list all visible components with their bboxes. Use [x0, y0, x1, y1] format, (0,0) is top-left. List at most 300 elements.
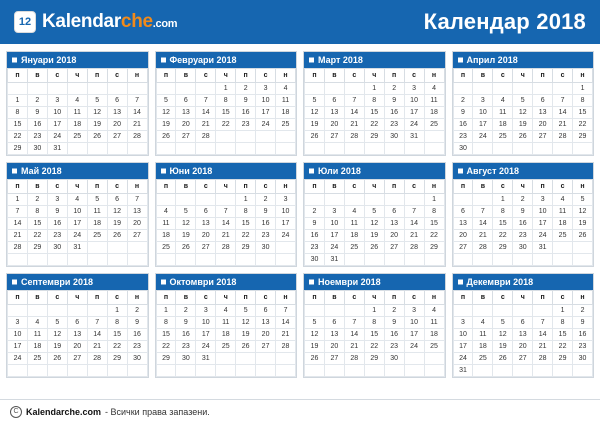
day-cell[interactable]: 6 — [324, 317, 344, 329]
day-cell[interactable]: 25 — [67, 131, 87, 143]
weekend-day-cell[interactable]: 16 — [256, 218, 276, 230]
day-cell[interactable]: 15 — [8, 119, 28, 131]
weekend-day-cell[interactable]: 24 — [404, 341, 424, 353]
day-cell[interactable]: 3 — [533, 194, 553, 206]
day-cell[interactable]: 13 — [453, 218, 473, 230]
day-cell[interactable]: 22 — [156, 341, 176, 353]
day-cell[interactable]: 1 — [364, 305, 384, 317]
weekend-day-cell[interactable]: 28 — [404, 242, 424, 254]
weekend-day-cell[interactable]: 11 — [424, 95, 444, 107]
day-cell[interactable]: 3 — [324, 206, 344, 218]
day-cell[interactable]: 15 — [364, 329, 384, 341]
weekend-day-cell[interactable]: 18 — [553, 218, 573, 230]
day-cell[interactable]: 23 — [384, 341, 404, 353]
weekend-day-cell[interactable]: 19 — [573, 218, 593, 230]
weekend-day-cell[interactable]: 25 — [276, 119, 296, 131]
day-cell[interactable]: 29 — [493, 242, 513, 254]
day-cell[interactable]: 4 — [216, 305, 236, 317]
day-cell[interactable]: 15 — [493, 218, 513, 230]
holiday-day-cell[interactable]: 26 — [493, 353, 513, 365]
weekend-day-cell[interactable]: 3 — [256, 83, 276, 95]
day-cell[interactable]: 27 — [176, 131, 196, 143]
day-cell[interactable]: 20 — [384, 230, 404, 242]
day-cell[interactable]: 29 — [8, 143, 28, 155]
day-cell[interactable]: 19 — [513, 119, 533, 131]
day-cell[interactable]: 20 — [196, 230, 216, 242]
day-cell[interactable]: 26 — [513, 131, 533, 143]
day-cell[interactable]: 23 — [236, 119, 256, 131]
day-cell[interactable]: 16 — [47, 218, 67, 230]
day-cell[interactable]: 2 — [27, 95, 47, 107]
weekend-day-cell[interactable]: 17 — [276, 218, 296, 230]
day-cell[interactable]: 17 — [473, 119, 493, 131]
day-cell[interactable]: 4 — [67, 95, 87, 107]
day-cell[interactable]: 9 — [305, 218, 325, 230]
day-cell[interactable]: 28 — [216, 242, 236, 254]
day-cell[interactable]: 6 — [324, 95, 344, 107]
weekend-day-cell[interactable]: 2 — [127, 305, 147, 317]
day-cell[interactable]: 31 — [67, 242, 87, 254]
day-cell[interactable]: 23 — [305, 242, 325, 254]
day-cell[interactable]: 11 — [67, 107, 87, 119]
day-cell[interactable]: 7 — [344, 317, 364, 329]
day-cell[interactable]: 14 — [533, 329, 553, 341]
holiday-day-cell[interactable]: 1 — [8, 95, 28, 107]
day-cell[interactable]: 9 — [27, 107, 47, 119]
weekend-day-cell[interactable]: 21 — [404, 230, 424, 242]
weekend-day-cell[interactable]: 25 — [553, 230, 573, 242]
day-cell[interactable]: 19 — [236, 329, 256, 341]
day-cell[interactable]: 14 — [216, 218, 236, 230]
day-cell[interactable]: 6 — [513, 317, 533, 329]
day-cell[interactable]: 4 — [156, 206, 176, 218]
holiday-day-cell[interactable]: 22 — [107, 341, 127, 353]
day-cell[interactable]: 29 — [364, 131, 384, 143]
day-cell[interactable]: 4 — [473, 317, 493, 329]
day-cell[interactable]: 19 — [156, 119, 176, 131]
day-cell[interactable]: 17 — [8, 341, 28, 353]
day-cell[interactable]: 30 — [27, 143, 47, 155]
day-cell[interactable]: 15 — [216, 107, 236, 119]
weekend-day-cell[interactable]: 10 — [404, 317, 424, 329]
day-cell[interactable]: 16 — [384, 107, 404, 119]
day-cell[interactable]: 11 — [156, 218, 176, 230]
day-cell[interactable]: 7 — [196, 95, 216, 107]
day-cell[interactable]: 2 — [27, 194, 47, 206]
day-cell[interactable]: 6 — [196, 206, 216, 218]
day-cell[interactable]: 10 — [324, 218, 344, 230]
day-cell[interactable]: 11 — [87, 206, 107, 218]
day-cell[interactable]: 24 — [196, 341, 216, 353]
day-cell[interactable]: 22 — [216, 119, 236, 131]
day-cell[interactable]: 13 — [176, 107, 196, 119]
day-cell[interactable]: 11 — [493, 107, 513, 119]
day-cell[interactable]: 16 — [513, 218, 533, 230]
weekend-day-cell[interactable]: 29 — [553, 353, 573, 365]
weekend-day-cell[interactable]: 8 — [107, 317, 127, 329]
day-cell[interactable]: 23 — [453, 131, 473, 143]
day-cell[interactable]: 13 — [324, 329, 344, 341]
day-cell[interactable]: 3 — [8, 317, 28, 329]
day-cell[interactable]: 27 — [324, 353, 344, 365]
day-cell[interactable]: 6 — [453, 206, 473, 218]
day-cell[interactable]: 20 — [67, 341, 87, 353]
weekend-day-cell[interactable]: 3 — [404, 305, 424, 317]
day-cell[interactable]: 12 — [156, 107, 176, 119]
day-cell[interactable]: 9 — [236, 95, 256, 107]
day-cell[interactable]: 23 — [513, 230, 533, 242]
weekend-day-cell[interactable]: 7 — [127, 95, 147, 107]
day-cell[interactable]: 30 — [305, 254, 325, 266]
day-cell[interactable]: 22 — [236, 230, 256, 242]
day-cell[interactable]: 15 — [364, 107, 384, 119]
day-cell[interactable]: 10 — [67, 206, 87, 218]
weekend-day-cell[interactable]: 27 — [127, 230, 147, 242]
day-cell[interactable]: 12 — [493, 329, 513, 341]
weekend-day-cell[interactable]: 9 — [573, 317, 593, 329]
weekend-day-cell[interactable]: 11 — [424, 317, 444, 329]
day-cell[interactable]: 16 — [176, 329, 196, 341]
weekend-day-cell[interactable]: 17 — [256, 107, 276, 119]
weekend-day-cell[interactable]: 3 — [404, 83, 424, 95]
day-cell[interactable]: 28 — [473, 242, 493, 254]
weekend-day-cell[interactable]: 14 — [404, 218, 424, 230]
day-cell[interactable]: 27 — [324, 131, 344, 143]
weekend-day-cell[interactable]: 25 — [424, 119, 444, 131]
day-cell[interactable]: 15 — [27, 218, 47, 230]
weekend-day-cell[interactable]: 21 — [127, 119, 147, 131]
weekend-day-cell[interactable]: 28 — [553, 131, 573, 143]
day-cell[interactable]: 25 — [493, 131, 513, 143]
day-cell[interactable]: 8 — [236, 206, 256, 218]
weekend-day-cell[interactable]: 21 — [276, 329, 296, 341]
weekend-day-cell[interactable]: 15 — [424, 218, 444, 230]
holiday-day-cell[interactable]: 9 — [453, 107, 473, 119]
weekend-day-cell[interactable]: 26 — [107, 230, 127, 242]
weekend-day-cell[interactable]: 16 — [573, 329, 593, 341]
weekend-day-cell[interactable]: 10 — [276, 206, 296, 218]
weekend-day-cell[interactable]: 8 — [553, 317, 573, 329]
day-cell[interactable]: 23 — [47, 230, 67, 242]
day-cell[interactable]: 29 — [27, 242, 47, 254]
weekend-day-cell[interactable]: 7 — [127, 194, 147, 206]
day-cell[interactable]: 14 — [8, 218, 28, 230]
holiday-day-cell[interactable]: 24 — [67, 230, 87, 242]
weekend-day-cell[interactable]: 28 — [276, 341, 296, 353]
day-cell[interactable]: 17 — [67, 218, 87, 230]
day-cell[interactable]: 13 — [67, 329, 87, 341]
day-cell[interactable]: 13 — [533, 107, 553, 119]
day-cell[interactable]: 8 — [364, 95, 384, 107]
day-cell[interactable]: 12 — [87, 107, 107, 119]
day-cell[interactable]: 1 — [364, 83, 384, 95]
day-cell[interactable]: 6 — [176, 95, 196, 107]
day-cell[interactable]: 11 — [473, 329, 493, 341]
day-cell[interactable]: 21 — [473, 230, 493, 242]
weekend-day-cell[interactable]: 1 — [553, 305, 573, 317]
day-cell[interactable]: 27 — [533, 131, 553, 143]
weekend-day-cell[interactable]: 17 — [404, 107, 424, 119]
weekend-day-cell[interactable]: 2 — [256, 194, 276, 206]
day-cell[interactable]: 27 — [196, 242, 216, 254]
footer-brand[interactable]: Kalendarche.com — [26, 407, 102, 417]
weekend-day-cell[interactable]: 16 — [127, 329, 147, 341]
day-cell[interactable]: 13 — [384, 218, 404, 230]
day-cell[interactable]: 21 — [216, 230, 236, 242]
day-cell[interactable]: 15 — [236, 218, 256, 230]
day-cell[interactable]: 19 — [87, 119, 107, 131]
day-cell[interactable]: 10 — [473, 107, 493, 119]
weekend-day-cell[interactable]: 29 — [107, 353, 127, 365]
day-cell[interactable]: 28 — [87, 353, 107, 365]
day-cell[interactable]: 29 — [364, 353, 384, 365]
day-cell[interactable]: 10 — [533, 206, 553, 218]
day-cell[interactable]: 31 — [47, 143, 67, 155]
day-cell[interactable]: 24 — [473, 131, 493, 143]
weekend-day-cell[interactable]: 10 — [404, 95, 424, 107]
day-cell[interactable]: 17 — [196, 329, 216, 341]
day-cell[interactable]: 16 — [236, 107, 256, 119]
day-cell[interactable]: 2 — [176, 305, 196, 317]
day-cell[interactable]: 10 — [47, 107, 67, 119]
day-cell[interactable]: 21 — [344, 341, 364, 353]
day-cell[interactable]: 16 — [305, 230, 325, 242]
day-cell[interactable]: 5 — [87, 95, 107, 107]
day-cell[interactable]: 10 — [8, 329, 28, 341]
day-cell[interactable]: 6 — [384, 206, 404, 218]
day-cell[interactable]: 27 — [67, 353, 87, 365]
weekend-day-cell[interactable]: 3 — [276, 194, 296, 206]
day-cell[interactable]: 5 — [176, 206, 196, 218]
holiday-day-cell[interactable]: 5 — [305, 95, 325, 107]
day-cell[interactable]: 13 — [324, 107, 344, 119]
weekend-day-cell[interactable]: 7 — [404, 206, 424, 218]
day-cell[interactable]: 13 — [196, 218, 216, 230]
holiday-day-cell[interactable]: 24 — [8, 353, 28, 365]
day-cell[interactable]: 9 — [47, 206, 67, 218]
day-cell[interactable]: 5 — [513, 95, 533, 107]
day-cell[interactable]: 19 — [176, 230, 196, 242]
weekend-day-cell[interactable]: 29 — [424, 242, 444, 254]
weekend-day-cell[interactable]: 18 — [276, 107, 296, 119]
day-cell[interactable]: 1 — [156, 305, 176, 317]
weekend-day-cell[interactable]: 14 — [553, 107, 573, 119]
day-cell[interactable]: 4 — [27, 317, 47, 329]
day-cell[interactable]: 17 — [533, 218, 553, 230]
holiday-day-cell[interactable]: 1 — [8, 194, 28, 206]
day-cell[interactable]: 12 — [305, 107, 325, 119]
day-cell[interactable]: 23 — [384, 119, 404, 131]
day-cell[interactable]: 18 — [67, 119, 87, 131]
weekend-day-cell[interactable]: 6 — [256, 305, 276, 317]
day-cell[interactable]: 18 — [156, 230, 176, 242]
weekend-day-cell[interactable]: 6 — [533, 95, 553, 107]
weekend-day-cell[interactable]: 4 — [553, 194, 573, 206]
day-cell[interactable]: 18 — [473, 341, 493, 353]
weekend-day-cell[interactable]: 15 — [107, 329, 127, 341]
weekend-day-cell[interactable]: 1 — [424, 194, 444, 206]
day-cell[interactable]: 2 — [305, 206, 325, 218]
day-cell[interactable]: 3 — [453, 317, 473, 329]
day-cell[interactable]: 20 — [513, 341, 533, 353]
day-cell[interactable]: 2 — [453, 95, 473, 107]
weekend-day-cell[interactable]: 20 — [107, 119, 127, 131]
holiday-day-cell[interactable]: 8 — [573, 95, 593, 107]
day-cell[interactable]: 22 — [364, 341, 384, 353]
day-cell[interactable]: 17 — [324, 230, 344, 242]
day-cell[interactable]: 1 — [216, 83, 236, 95]
day-cell[interactable]: 30 — [176, 353, 196, 365]
weekend-day-cell[interactable]: 31 — [404, 131, 424, 143]
weekend-day-cell[interactable]: 9 — [256, 206, 276, 218]
holiday-day-cell[interactable]: 24 — [453, 353, 473, 365]
day-cell[interactable]: 16 — [27, 119, 47, 131]
weekend-day-cell[interactable]: 1 — [107, 305, 127, 317]
day-cell[interactable]: 27 — [453, 242, 473, 254]
day-cell[interactable]: 12 — [513, 107, 533, 119]
day-cell[interactable]: 22 — [364, 119, 384, 131]
day-cell[interactable]: 14 — [196, 107, 216, 119]
day-cell[interactable]: 7 — [344, 95, 364, 107]
weekend-day-cell[interactable]: 29 — [573, 131, 593, 143]
day-cell[interactable]: 26 — [364, 242, 384, 254]
day-cell[interactable]: 11 — [27, 329, 47, 341]
weekend-day-cell[interactable]: 20 — [256, 329, 276, 341]
day-cell[interactable]: 27 — [513, 353, 533, 365]
day-cell[interactable]: 20 — [453, 230, 473, 242]
weekend-day-cell[interactable]: 11 — [553, 206, 573, 218]
day-cell[interactable]: 24 — [47, 131, 67, 143]
weekend-day-cell[interactable]: 13 — [107, 107, 127, 119]
weekend-day-cell[interactable]: 2 — [573, 305, 593, 317]
weekend-day-cell[interactable]: 26 — [573, 230, 593, 242]
day-cell[interactable]: 18 — [493, 119, 513, 131]
day-cell[interactable]: 23 — [27, 131, 47, 143]
day-cell[interactable]: 17 — [47, 119, 67, 131]
weekend-day-cell[interactable]: 22 — [553, 341, 573, 353]
weekend-day-cell[interactable]: 11 — [276, 95, 296, 107]
day-cell[interactable]: 9 — [513, 206, 533, 218]
weekend-day-cell[interactable]: 27 — [256, 341, 276, 353]
day-cell[interactable]: 11 — [344, 218, 364, 230]
weekend-day-cell[interactable]: 12 — [107, 206, 127, 218]
day-cell[interactable]: 19 — [305, 341, 325, 353]
day-cell[interactable]: 21 — [344, 119, 364, 131]
day-cell[interactable]: 5 — [47, 317, 67, 329]
day-cell[interactable]: 12 — [364, 218, 384, 230]
day-cell[interactable]: 5 — [236, 305, 256, 317]
day-cell[interactable]: 25 — [216, 341, 236, 353]
day-cell[interactable]: 29 — [156, 353, 176, 365]
weekend-day-cell[interactable]: 20 — [127, 218, 147, 230]
day-cell[interactable]: 9 — [384, 95, 404, 107]
weekend-day-cell[interactable]: 13 — [256, 317, 276, 329]
day-cell[interactable]: 12 — [176, 218, 196, 230]
day-cell[interactable]: 18 — [27, 341, 47, 353]
holiday-day-cell[interactable]: 7 — [8, 206, 28, 218]
weekend-day-cell[interactable]: 12 — [573, 206, 593, 218]
day-cell[interactable]: 2 — [236, 83, 256, 95]
weekend-day-cell[interactable]: 25 — [424, 341, 444, 353]
day-cell[interactable]: 1 — [493, 194, 513, 206]
weekend-day-cell[interactable]: 19 — [107, 218, 127, 230]
weekend-day-cell[interactable]: 4 — [424, 305, 444, 317]
day-cell[interactable]: 21 — [87, 341, 107, 353]
day-cell[interactable]: 24 — [324, 242, 344, 254]
day-cell[interactable]: 8 — [27, 206, 47, 218]
holiday-day-cell[interactable]: 6 — [67, 317, 87, 329]
day-cell[interactable]: 16 — [384, 329, 404, 341]
weekend-day-cell[interactable]: 6 — [107, 194, 127, 206]
day-cell[interactable]: 5 — [156, 95, 176, 107]
day-cell[interactable]: 17 — [453, 341, 473, 353]
weekend-day-cell[interactable]: 6 — [107, 95, 127, 107]
day-cell[interactable]: 30 — [513, 242, 533, 254]
day-cell[interactable]: 9 — [176, 317, 196, 329]
day-cell[interactable]: 12 — [305, 329, 325, 341]
day-cell[interactable]: 7 — [216, 206, 236, 218]
weekend-day-cell[interactable]: 28 — [127, 131, 147, 143]
day-cell[interactable]: 19 — [364, 230, 384, 242]
day-cell[interactable]: 26 — [236, 341, 256, 353]
day-cell[interactable]: 7 — [473, 206, 493, 218]
day-cell[interactable]: 4 — [344, 206, 364, 218]
weekend-day-cell[interactable]: 24 — [276, 230, 296, 242]
weekend-day-cell[interactable]: 5 — [573, 194, 593, 206]
day-cell[interactable]: 22 — [493, 230, 513, 242]
day-cell[interactable]: 14 — [87, 329, 107, 341]
day-cell[interactable]: 7 — [533, 317, 553, 329]
weekend-day-cell[interactable]: 7 — [276, 305, 296, 317]
weekend-day-cell[interactable]: 23 — [573, 341, 593, 353]
day-cell[interactable]: 10 — [453, 329, 473, 341]
day-cell[interactable]: 24 — [533, 230, 553, 242]
weekend-day-cell[interactable]: 8 — [424, 206, 444, 218]
day-cell[interactable]: 30 — [384, 131, 404, 143]
day-cell[interactable]: 26 — [87, 131, 107, 143]
day-cell[interactable]: 21 — [533, 341, 553, 353]
day-cell[interactable]: 15 — [156, 329, 176, 341]
day-cell[interactable]: 26 — [305, 353, 325, 365]
day-cell[interactable]: 20 — [533, 119, 553, 131]
weekend-day-cell[interactable]: 27 — [107, 131, 127, 143]
day-cell[interactable]: 2 — [384, 305, 404, 317]
day-cell[interactable]: 8 — [156, 317, 176, 329]
day-cell[interactable]: 5 — [493, 317, 513, 329]
day-cell[interactable]: 28 — [344, 353, 364, 365]
weekend-day-cell[interactable]: 15 — [573, 107, 593, 119]
day-cell[interactable]: 3 — [47, 194, 67, 206]
day-cell[interactable]: 29 — [236, 242, 256, 254]
day-cell[interactable]: 16 — [453, 119, 473, 131]
weekend-day-cell[interactable]: 21 — [553, 119, 573, 131]
day-cell[interactable]: 26 — [305, 131, 325, 143]
day-cell[interactable]: 8 — [216, 95, 236, 107]
day-cell[interactable]: 5 — [305, 317, 325, 329]
day-cell[interactable]: 14 — [344, 329, 364, 341]
day-cell[interactable]: 20 — [176, 119, 196, 131]
weekend-day-cell[interactable]: 9 — [127, 317, 147, 329]
weekend-day-cell[interactable]: 13 — [127, 206, 147, 218]
weekend-day-cell[interactable]: 10 — [256, 95, 276, 107]
day-cell[interactable]: 8 — [364, 317, 384, 329]
weekend-day-cell[interactable]: 24 — [256, 119, 276, 131]
day-cell[interactable]: 25 — [27, 353, 47, 365]
day-cell[interactable]: 21 — [8, 230, 28, 242]
day-cell[interactable]: 8 — [8, 107, 28, 119]
day-cell[interactable]: 3 — [473, 95, 493, 107]
day-cell[interactable]: 4 — [67, 194, 87, 206]
